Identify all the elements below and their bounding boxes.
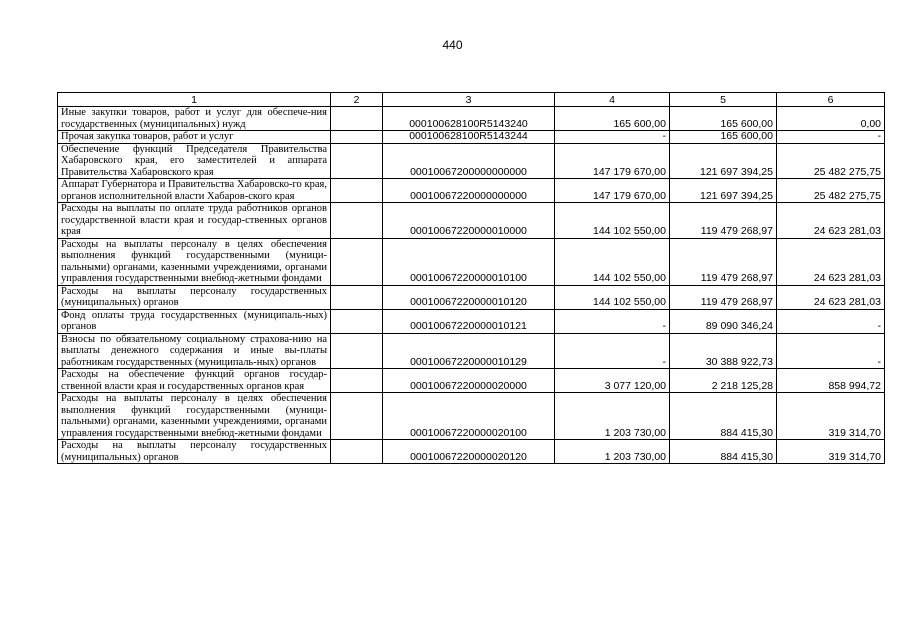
row-remainder-amount-cell: 25 482 275,75 [777,179,885,203]
row-name-cell: Расходы на выплаты персоналу государственных (муниципальных) органов [58,285,331,309]
row-code-cell: 00010067220000020120 [383,440,555,464]
row-code-cell: 00010067200000000000 [383,143,555,179]
table-body [58,107,885,464]
table-header-row [58,93,885,107]
row-executed-amount-cell: 119 479 268,97 [670,203,777,239]
row-code-cell: 00010067220000010100 [383,238,555,285]
row-code-cell: 00010067220000010129 [383,333,555,369]
row-name-cell: Расходы на выплаты персоналу в целях обеспечения выполнения функций государственными (муници-пальными) органами, казенными учреждениями, органами управления государственными внебюд-жетными фондами [58,393,331,440]
row-remainder-amount-cell: 319 314,70 [777,393,885,440]
row-executed-amount-cell: 121 697 394,25 [670,179,777,203]
budget-execution-table [57,92,885,464]
row-planned-amount-cell: 144 102 550,00 [555,285,670,309]
table-row [58,440,885,464]
row-planned-amount-cell: 144 102 550,00 [555,238,670,285]
row-code-cell: 00010067220000010000 [383,203,555,239]
row-col2-cell [331,393,383,440]
table-row [58,107,885,131]
row-executed-amount-cell: 884 415,30 [670,440,777,464]
row-code-cell: 00010067220000020000 [383,369,555,393]
row-remainder-amount-cell: 0,00 [777,107,885,131]
row-remainder-amount-cell: - [777,309,885,333]
row-code-cell: 00010067220000010120 [383,285,555,309]
table-row [58,238,885,285]
row-name-cell: Расходы на выплаты по оплате труда работников органов государственной власти края и государ-ственных органов края [58,203,331,239]
row-executed-amount-cell: 121 697 394,25 [670,143,777,179]
row-remainder-amount-cell: 24 623 281,03 [777,285,885,309]
table-row [58,203,885,239]
row-planned-amount-cell: - [555,333,670,369]
row-planned-amount-cell: 165 600,00 [555,107,670,131]
row-planned-amount-cell: 1 203 730,00 [555,440,670,464]
row-name-cell: Аппарат Губернатора и Правительства Хабаровско-го края, органов исполнительной власти Хабаров-ского края [58,179,331,203]
row-col2-cell [331,285,383,309]
row-name-cell: Обеспечение функций Председателя Правительства Хабаровского края, его заместителей и аппарата Правительства Хабаровского края [58,143,331,179]
row-planned-amount-cell: 147 179 670,00 [555,143,670,179]
table-row [58,143,885,179]
row-name-cell: Взносы по обязательному социальному страхова-нию на выплаты денежного содержания и иные вы-платы работникам государственных (муниципаль-ных) органов [58,333,331,369]
row-remainder-amount-cell: 25 482 275,75 [777,143,885,179]
row-remainder-amount-cell: 858 994,72 [777,369,885,393]
column-header: 2 [331,93,383,107]
row-col2-cell [331,369,383,393]
row-col2-cell [331,333,383,369]
row-code-cell: 00010067220000020100 [383,393,555,440]
row-name-cell: Прочая закупка товаров, работ и услуг [58,131,331,144]
row-planned-amount-cell: 144 102 550,00 [555,203,670,239]
column-header: 4 [555,93,670,107]
row-executed-amount-cell: 2 218 125,28 [670,369,777,393]
row-executed-amount-cell: 884 415,30 [670,393,777,440]
row-planned-amount-cell: 3 077 120,00 [555,369,670,393]
page-number: 440 [442,38,463,52]
row-col2-cell [331,143,383,179]
row-col2-cell [331,238,383,285]
row-col2-cell [331,309,383,333]
row-planned-amount-cell: - [555,309,670,333]
row-executed-amount-cell: 165 600,00 [670,131,777,144]
row-name-cell: Расходы на обеспечение функций органов государ-ственной власти края и государственных органов края [58,369,331,393]
row-remainder-amount-cell: 24 623 281,03 [777,203,885,239]
table-row [58,393,885,440]
row-remainder-amount-cell: - [777,131,885,144]
table-row [58,333,885,369]
column-header: 1 [58,93,331,107]
table-row [58,369,885,393]
row-executed-amount-cell: 119 479 268,97 [670,238,777,285]
column-header: 3 [383,93,555,107]
row-code-cell: 00010067220000010121 [383,309,555,333]
row-code-cell: 00010067220000000000 [383,179,555,203]
row-col2-cell [331,131,383,144]
row-col2-cell [331,107,383,131]
row-planned-amount-cell: 1 203 730,00 [555,393,670,440]
row-planned-amount-cell: 147 179 670,00 [555,179,670,203]
row-col2-cell [331,179,383,203]
row-executed-amount-cell: 119 479 268,97 [670,285,777,309]
row-name-cell: Фонд оплаты труда государственных (муниципаль-ных) органов [58,309,331,333]
row-remainder-amount-cell: - [777,333,885,369]
column-header: 5 [670,93,777,107]
table-row [58,179,885,203]
row-planned-amount-cell: - [555,131,670,144]
row-col2-cell [331,203,383,239]
row-executed-amount-cell: 89 090 346,24 [670,309,777,333]
row-name-cell: Расходы на выплаты персоналу государственных (муниципальных) органов [58,440,331,464]
table-row [58,131,885,144]
table-row [58,285,885,309]
row-code-cell: 000100628100R5143240 [383,107,555,131]
row-executed-amount-cell: 165 600,00 [670,107,777,131]
column-header: 6 [777,93,885,107]
row-remainder-amount-cell: 24 623 281,03 [777,238,885,285]
row-name-cell: Расходы на выплаты персоналу в целях обеспечения выполнения функций государственными (муници-пальными) органами, казенными учреждениями, органами управления государственными внебюд-жетными фондами [58,238,331,285]
row-remainder-amount-cell: 319 314,70 [777,440,885,464]
row-name-cell: Иные закупки товаров, работ и услуг для обеспече-ния государственных (муниципальных) нужд [58,107,331,131]
row-code-cell: 000100628100R5143244 [383,131,555,144]
table-row [58,309,885,333]
row-col2-cell [331,440,383,464]
row-executed-amount-cell: 30 388 922,73 [670,333,777,369]
